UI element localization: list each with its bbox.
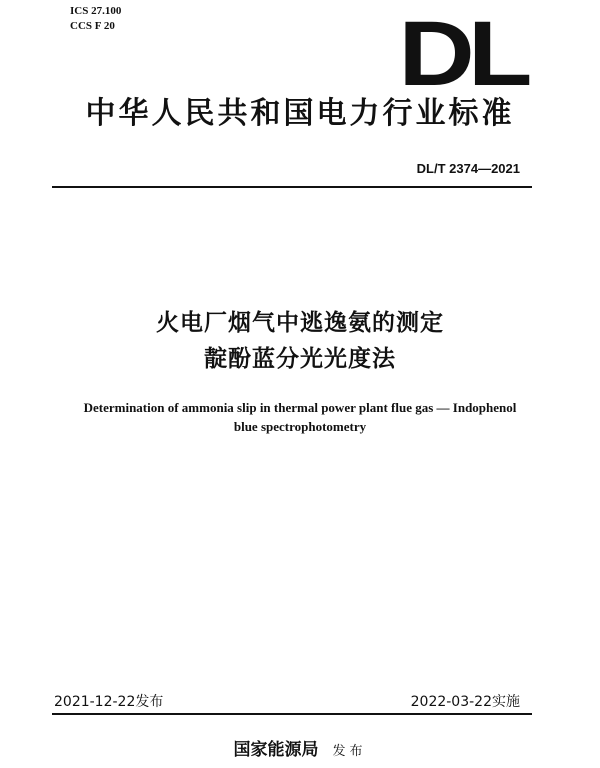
bottom-divider (52, 713, 532, 715)
issuer (0, 735, 600, 760)
title-zh-line2: 靛酚蓝分光光度法 (204, 346, 396, 372)
title-zh-line1: 火电厂烟气中逃逸氨的测定 (156, 310, 444, 336)
implementation-date: 2022-03-22实施 (410, 694, 520, 710)
issuer-name: 国家能源局 (233, 740, 319, 760)
org-name: 中华人民共和国电力行业标准 (85, 96, 515, 131)
classification-codes (70, 4, 121, 34)
top-divider (52, 186, 532, 188)
title-en-line1: Determination of ammonia slip in thermal power plant flue gas — Indophenol (83, 400, 517, 415)
title-en (40, 398, 560, 436)
issue-date: 2021-12-22发布 (54, 694, 164, 710)
issuer-action: 发布 (332, 744, 367, 759)
title-en-line2: blue spectrophotometry (233, 419, 367, 434)
dl-logo: DL (398, 3, 526, 105)
standard-number: DL/T 2374—2021 (416, 161, 520, 176)
ccs-code: CCS F 20 (70, 20, 115, 32)
ics-code: ICS 27.100 (70, 5, 122, 17)
